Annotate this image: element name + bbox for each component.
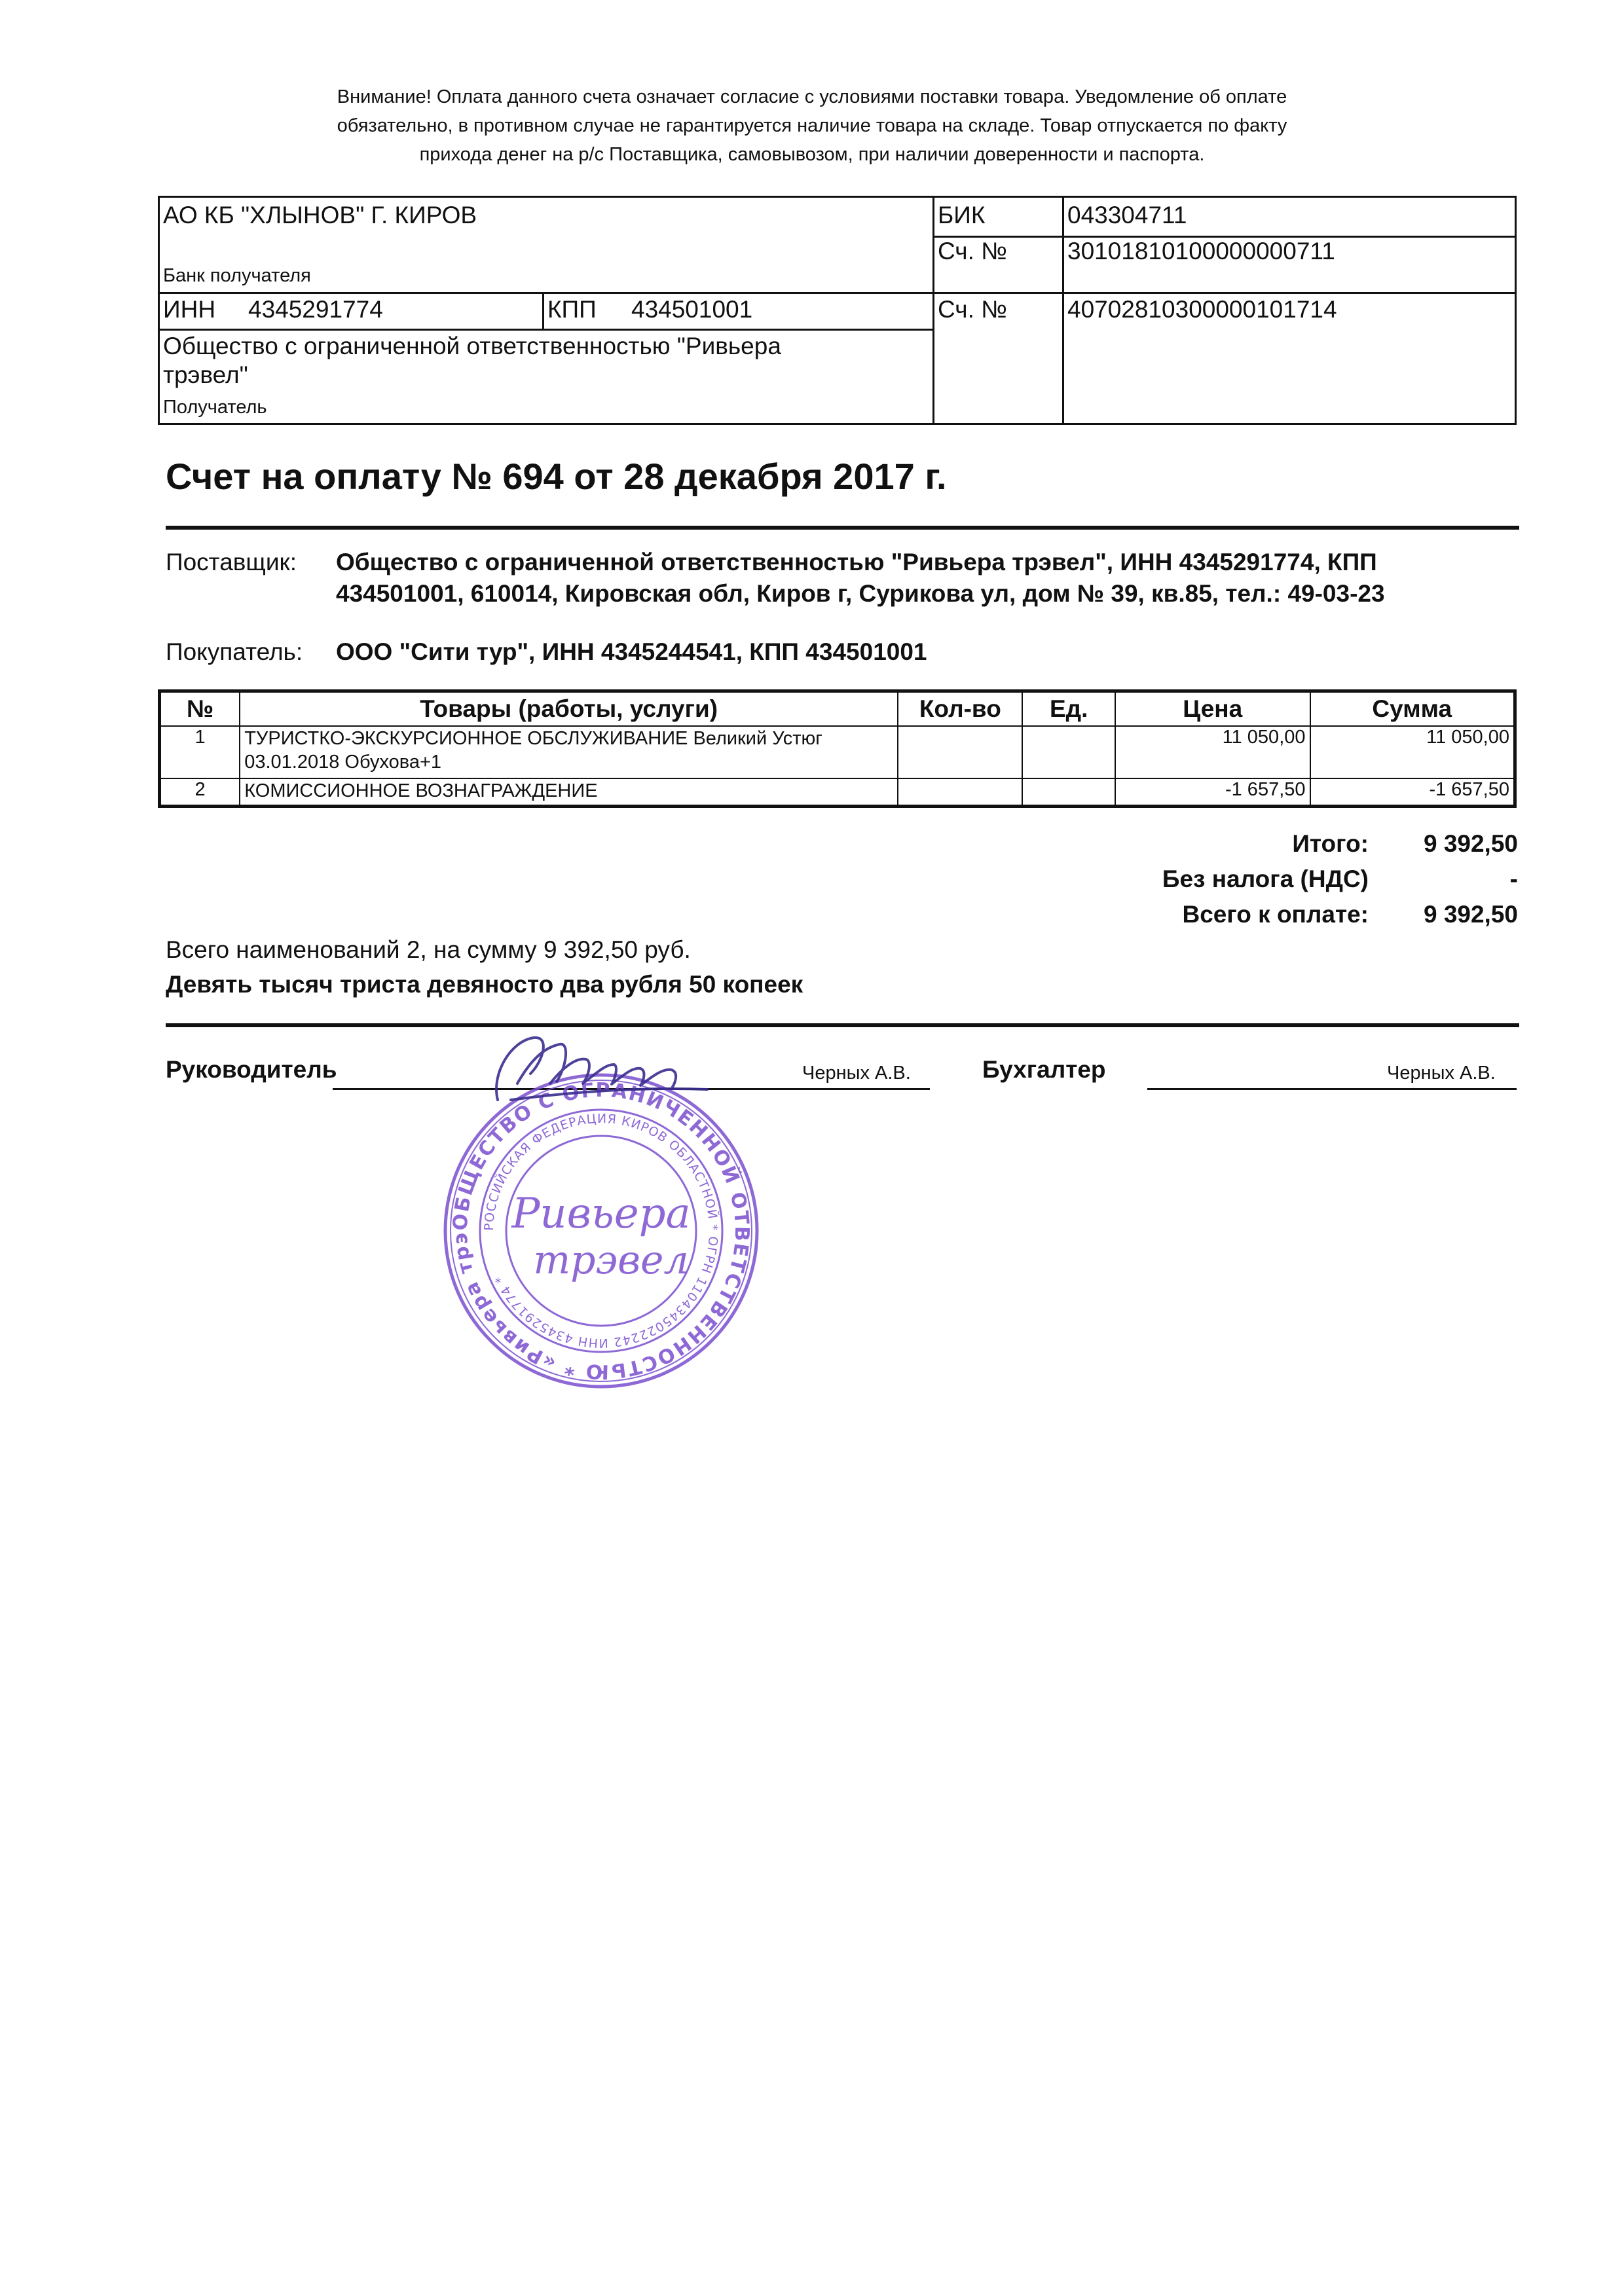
col-header-qty: Кол-во (898, 691, 1022, 727)
account-label: Сч. № (938, 296, 1007, 323)
buyer-label: Покупатель: (166, 638, 303, 665)
svg-text:ОБЩЕСТВО С ОГРАНИЧЕННОЙ ОТВЕТС: ОБЩЕСТВО С ОГРАНИЧЕННОЙ ОТВЕТСТВЕННОСТЬЮ * «Ривьера трэ (449, 1078, 754, 1383)
kpp-value: 434501001 (631, 296, 753, 323)
bank-caption: Банк получателя (163, 265, 311, 286)
row-sum: -1 657,50 (1310, 778, 1515, 806)
recipient-name-line-2: трэвел" (163, 361, 248, 388)
bank-divider-v1 (932, 198, 934, 423)
director-label: Руководитель (166, 1056, 337, 1083)
amount-in-words: Девять тысяч триста девяносто два рубля 50 копеек (166, 971, 803, 998)
total-label: Итого: (1292, 830, 1369, 857)
handwritten-signature-icon (471, 1021, 720, 1120)
total-value: 9 392,50 (1423, 830, 1518, 857)
col-header-price: Цена (1115, 691, 1310, 727)
payment-notice (196, 82, 1428, 169)
row-goods-name (240, 726, 898, 778)
bank-requisites (158, 196, 1517, 425)
director-signature (471, 1021, 720, 1123)
recipient-caption: Получатель (163, 397, 267, 418)
bank-divider-v2 (1062, 198, 1064, 423)
col-header-sum: Сумма (1310, 691, 1515, 727)
svg-text:трэвел: трэвел (533, 1237, 689, 1283)
supplier-line-1: Общество с ограниченной ответственностью "Ривьера трэвел", ИНН 4345291774, КПП (336, 549, 1377, 575)
director-name: Черных А.В. (802, 1063, 911, 1084)
svg-text:РОССИЙСКАЯ ФЕДЕРАЦИЯ КИРОВ ОБЛ: РОССИЙСКАЯ ФЕДЕРАЦИЯ КИРОВ ОБЛАСТНОЙ * ОГРН 1104345022242 ИНН 4345291774 * (481, 1111, 721, 1351)
inn-label: ИНН (163, 296, 216, 323)
account-value: 40702810300000101714 (1067, 296, 1337, 323)
bank-divider-h1 (160, 292, 932, 294)
bik-label: БИК (938, 202, 986, 228)
row-goods-name: КОМИССИОННОЕ ВОЗНАГРАЖДЕНИЕ (240, 778, 898, 806)
bank-divider-h4 (932, 292, 1515, 294)
svg-text:Ривьера: Ривьера (511, 1190, 691, 1238)
supplier-line-2: 434501001, 610014, Кировская обл, Киров г, Сурикова ул, дом № 39, кв.85, тел.: 49-03-23 (336, 580, 1385, 607)
amount-due-label: Всего к оплате: (1182, 901, 1369, 928)
col-header-goods: Товары (работы, услуги) (240, 691, 898, 727)
row-goods-name-line-2: 03.01.2018 Обухова+1 (244, 752, 442, 773)
goods-table (158, 689, 1517, 808)
title-rule (166, 526, 1519, 530)
notice-line-3: прихода денег на р/с Поставщика, самовывозом, при наличии доверенности и паспорта. (419, 144, 1205, 165)
bank-divider-h2 (160, 329, 932, 331)
corr-account-value: 30101810100000000711 (1067, 238, 1335, 264)
invoice-title: Счет на оплату № 694 от 28 декабря 2017 г. (166, 456, 947, 497)
buyer-details: ООО "Сити тур", ИНН 4345244541, КПП 434501001 (336, 638, 927, 665)
tax-label: Без налога (НДС) (1162, 866, 1369, 892)
accountant-label: Бухгалтер (982, 1056, 1106, 1083)
corr-account-label: Сч. № (938, 238, 1007, 264)
table-row (160, 778, 1515, 806)
col-header-no: № (160, 691, 240, 727)
notice-line-2: обязательно, в противном случае не гарантируется наличие товара на складе. Товар отпускается по факту (337, 115, 1287, 136)
row-unit (1022, 778, 1115, 806)
row-unit (1022, 726, 1115, 778)
row-price: -1 657,50 (1115, 778, 1310, 806)
items-count-summary: Всего наименований 2, на сумму 9 392,50 руб. (166, 936, 691, 963)
row-price: 11 050,00 (1115, 726, 1310, 778)
tax-value: - (1509, 866, 1518, 892)
notice-line-1: Внимание! Оплата данного счета означает согласие с условиями поставки товара. Уведомление об оплате (337, 86, 1287, 107)
kpp-label: КПП (547, 296, 597, 323)
accountant-name: Черных А.В. (1387, 1063, 1496, 1084)
supplier-details (336, 547, 1521, 610)
amount-due-value: 9 392,50 (1423, 901, 1518, 928)
bank-name: АО КБ "ХЛЫНОВ" Г. КИРОВ (163, 202, 477, 228)
inn-value: 4345291774 (248, 296, 383, 323)
table-header-row (160, 691, 1515, 727)
recipient-name-line-1: Общество с ограниченной ответственностью "Ривьера (163, 333, 781, 359)
row-no: 2 (160, 778, 240, 806)
accountant-signature-line (1147, 1088, 1517, 1090)
bik-value: 043304711 (1067, 202, 1187, 228)
row-no: 1 (160, 726, 240, 778)
row-qty (898, 726, 1022, 778)
col-header-unit: Ед. (1022, 691, 1115, 727)
summary-rule (166, 1023, 1519, 1027)
bank-divider-v3 (542, 292, 544, 329)
table-row (160, 726, 1515, 778)
supplier-label: Поставщик: (166, 549, 297, 575)
row-qty (898, 778, 1022, 806)
row-goods-name-line-1: ТУРИСТКО-ЭКСКУРСИОННОЕ ОБСЛУЖИВАНИЕ Великий Устюг (244, 728, 822, 749)
row-sum: 11 050,00 (1310, 726, 1515, 778)
